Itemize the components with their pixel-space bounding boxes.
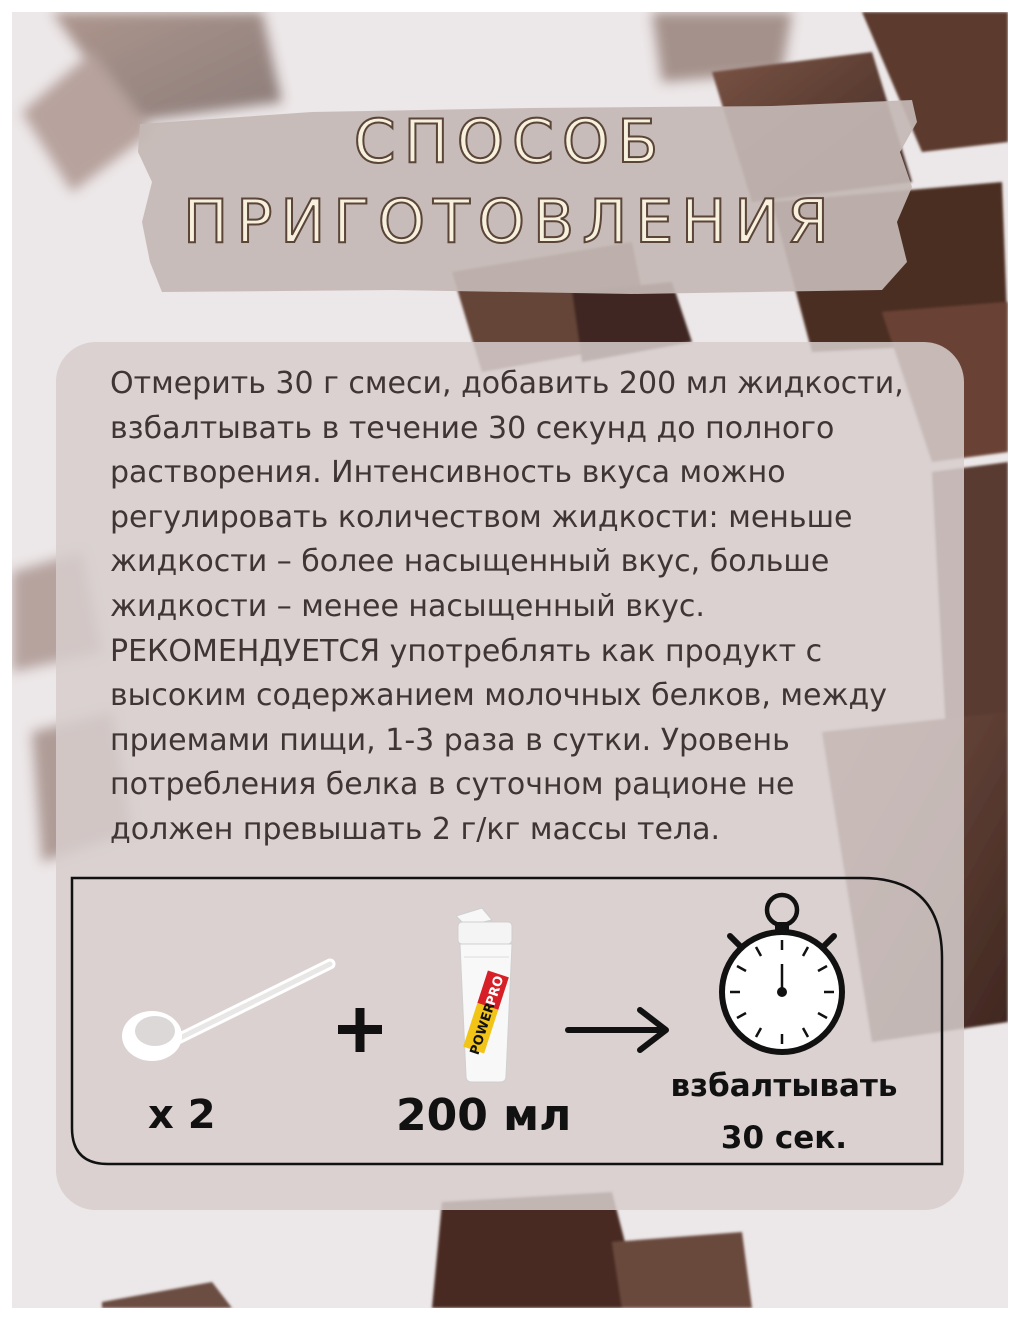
scoop-icon (122, 964, 330, 1061)
instruction-line: взбалтывать в течение 30 секунд до полного (110, 410, 835, 446)
instruction-line: должен превышать 2 г/кг массы тела. (110, 811, 721, 847)
instruction-line: жидкости – менее насыщенный вкус. (110, 588, 705, 624)
instruction-line: растворения. Интенсивность вкуса можно (110, 455, 786, 491)
instruction-line: регулировать количеством жидкости: меньше (110, 499, 853, 535)
liquid-volume-label: 200 мл (396, 1090, 572, 1141)
instruction-line: приемами пищи, 1-3 раза в сутки. Уровень (110, 722, 790, 758)
shaker-icon (456, 908, 512, 1082)
svg-text:POWER: POWER (467, 1001, 499, 1057)
shake-action-label: взбалтывать (670, 1068, 898, 1104)
instruction-line: жидкости – более насыщенный вкус, больше (110, 544, 830, 580)
stopwatch-icon (722, 895, 842, 1052)
instruction-line: потребления белка в суточном рационе не (110, 767, 795, 803)
instruction-line: Отмерить 30 г смеси, добавить 200 мл жидкости, (110, 366, 904, 401)
page-title-line2: ПРИГОТОВЛЕНИЯ (183, 187, 837, 257)
plus-icon (338, 1008, 382, 1052)
page-title-line1: СПОСОБ (353, 107, 667, 177)
instruction-line: РЕКОМЕНДУЕТСЯ употреблять как продукт с (110, 633, 823, 669)
page (12, 12, 1008, 1308)
instruction-line: высоким содержанием молочных белков, между (110, 678, 888, 714)
scoop-count-label: x 2 (148, 1092, 216, 1138)
svg-text:PRO: PRO (483, 974, 508, 1008)
shake-duration-label: 30 сек. (720, 1120, 848, 1156)
arrow-right-icon (568, 1010, 666, 1050)
